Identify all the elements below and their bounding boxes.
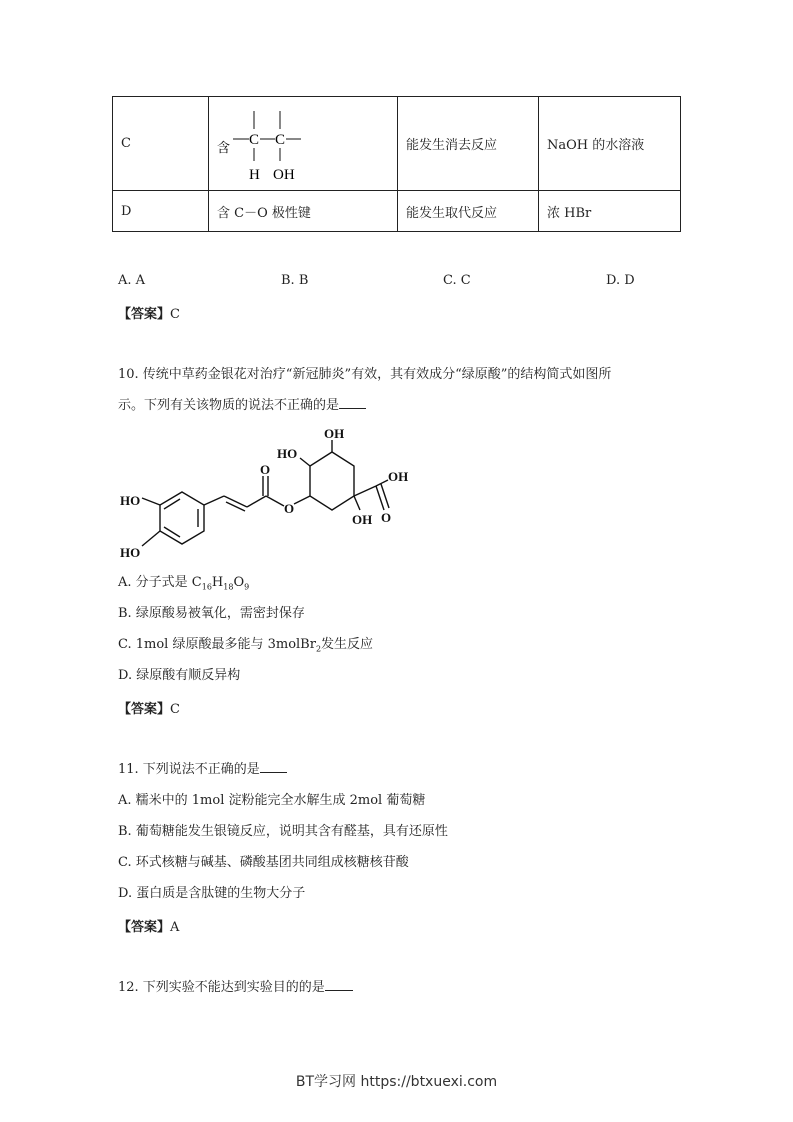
q11-option-d: D. 蛋白质是含肽键的生物大分子 bbox=[118, 886, 306, 901]
structure-cell bbox=[209, 97, 398, 191]
label-oh-top: OH bbox=[324, 426, 345, 441]
subscript-h: 18 bbox=[223, 582, 234, 592]
answer-blank bbox=[339, 396, 366, 409]
chlorogenic-acid-structure bbox=[112, 420, 422, 570]
answer-blank bbox=[260, 760, 287, 773]
chain-bond-1 bbox=[204, 496, 224, 505]
formula-h-symbol: H bbox=[211, 575, 224, 590]
q11-option-c: C. 环式核糖与碱基、磷酸基团共同组成核糖核苷酸 bbox=[118, 855, 409, 870]
option-a-prefix: A. 分子式是 C bbox=[118, 575, 202, 590]
ester-bond-1 bbox=[266, 496, 284, 506]
answer-value: A bbox=[170, 920, 180, 935]
choice-a: A. A bbox=[118, 273, 146, 288]
row-label: D bbox=[113, 191, 209, 232]
q10-stem-line1: 10. 传统中草药金银花对治疗“新冠肺炎”有效，其有效成分“绿原酸”的结构简式如图所 bbox=[118, 367, 612, 382]
property-cell: 能发生取代反应 bbox=[398, 191, 539, 232]
bond-ho-bottom bbox=[142, 531, 160, 546]
answer-value: C bbox=[170, 307, 180, 322]
ester-bond-2 bbox=[294, 496, 310, 504]
option-c-suffix: 发生反应 bbox=[321, 637, 374, 652]
q11-stem-text: 11. 下列说法不正确的是 bbox=[118, 762, 260, 777]
label-oh-quaternary: OH bbox=[352, 512, 373, 527]
subscript-c: 16 bbox=[201, 582, 212, 592]
reagent-cell: 浓 HBr bbox=[539, 191, 681, 232]
row-label: C bbox=[113, 97, 209, 191]
choice-b: B. B bbox=[281, 273, 309, 288]
q10-option-c bbox=[118, 635, 373, 660]
q9-answer bbox=[118, 303, 180, 322]
label-ho-ring: HO bbox=[277, 446, 298, 461]
label-oh-acid: OH bbox=[388, 469, 409, 484]
cyclohexane-ring bbox=[310, 452, 354, 510]
label-ho-top: HO bbox=[120, 493, 141, 508]
reagent-cell: NaOH 的水溶液 bbox=[539, 97, 681, 191]
chain-bond-2 bbox=[247, 496, 266, 507]
bond-ho-top bbox=[142, 498, 160, 505]
table-row-d bbox=[113, 191, 681, 232]
q11-stem bbox=[118, 760, 287, 780]
atom-c2: C bbox=[275, 131, 286, 148]
answer-value: C bbox=[170, 702, 180, 717]
q12-stem bbox=[118, 978, 353, 998]
label-o-carbonyl: O bbox=[260, 462, 271, 477]
formula-o-symbol: O bbox=[233, 575, 245, 590]
subscript-o: 9 bbox=[244, 582, 250, 592]
q12-stem-text: 12. 下列实验不能达到实验目的的是 bbox=[118, 980, 325, 995]
answer-label: 【答案】 bbox=[118, 307, 171, 322]
q11-option-b: B. 葡萄糖能发生银镜反应，说明其含有醛基，具有还原性 bbox=[118, 824, 448, 839]
q11-answer bbox=[118, 916, 179, 935]
property-cell: 能发生消去反应 bbox=[398, 97, 539, 191]
answer-blank bbox=[325, 978, 353, 991]
atom-c1: C bbox=[249, 131, 260, 148]
q10-option-a bbox=[118, 573, 249, 598]
table-row-c bbox=[113, 97, 681, 191]
footer-watermark: BT学习网 https://btxuexi.com bbox=[295, 1074, 498, 1090]
label-o-ester: O bbox=[284, 501, 295, 516]
sub-oh: OH bbox=[273, 166, 295, 183]
options-table bbox=[112, 96, 681, 232]
sub-h: H bbox=[249, 166, 260, 183]
structure-prefix: 含 bbox=[217, 139, 231, 155]
bond-oh-quaternary bbox=[354, 496, 360, 510]
structure-cell: 含 C－O 极性键 bbox=[209, 191, 398, 232]
bond-carboxyl bbox=[354, 486, 376, 496]
q10-option-b: B. 绿原酸易被氧化，需密封保存 bbox=[118, 606, 305, 621]
bond-ho-ring bbox=[300, 458, 310, 466]
label-ho-bottom: HO bbox=[120, 545, 141, 560]
q11-option-a: A. 糯米中的 1mol 淀粉能完全水解生成 2mol 葡萄糖 bbox=[118, 793, 426, 808]
q10-stem-line2 bbox=[118, 396, 366, 416]
option-c-prefix: C. 1mol 绿原酸最多能与 3molBr bbox=[118, 637, 316, 652]
choice-d: D. D bbox=[606, 273, 635, 288]
answer-label: 【答案】 bbox=[118, 920, 171, 935]
label-o-acid: O bbox=[381, 510, 392, 525]
chain-double-bond-b bbox=[226, 502, 245, 511]
choice-c: C. C bbox=[443, 273, 471, 288]
subscript-br: 2 bbox=[315, 644, 322, 654]
answer-label: 【答案】 bbox=[118, 702, 171, 717]
q10-stem-text: 示。下列有关该物质的说法不正确的是 bbox=[118, 398, 340, 413]
q10-option-d: D. 绿原酸有顺反异构 bbox=[118, 668, 241, 683]
q10-answer bbox=[118, 698, 180, 717]
vicinal-alcohol-structure bbox=[217, 99, 392, 185]
chain-double-bond-a bbox=[224, 496, 247, 507]
